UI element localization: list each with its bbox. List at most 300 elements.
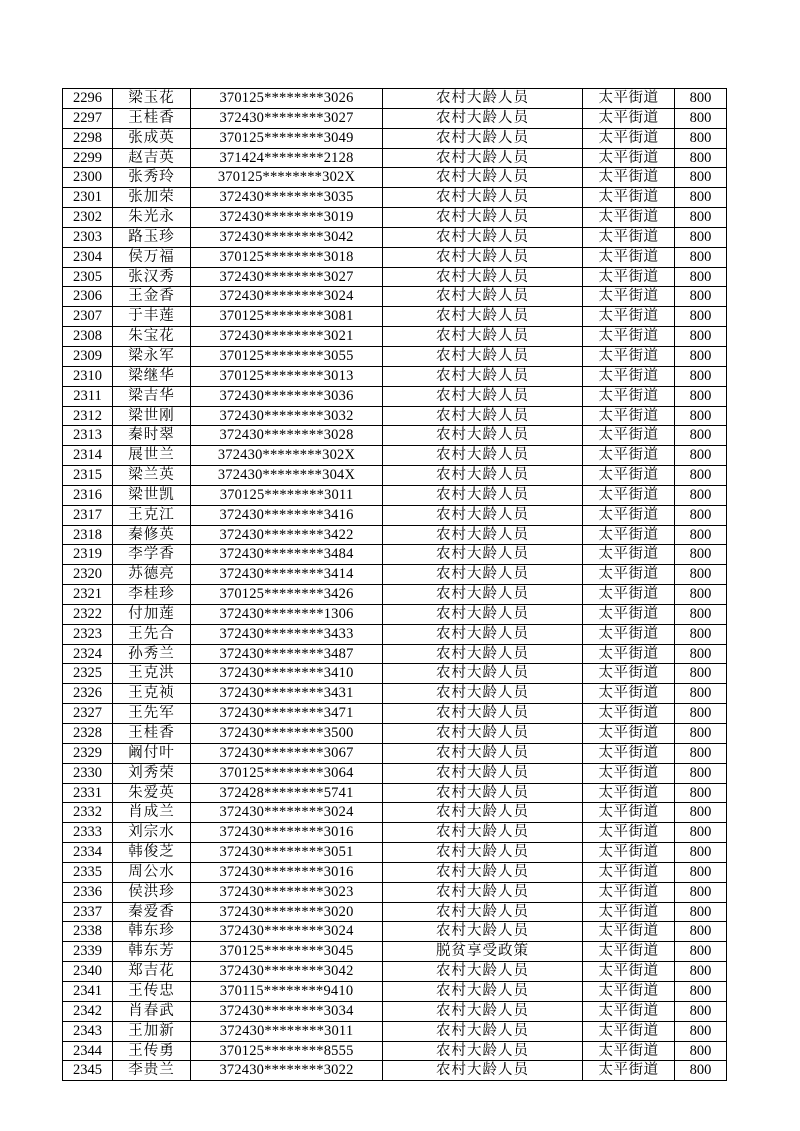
cell-sequence: 2302 — [63, 208, 113, 228]
cell-idcard: 370125********3055 — [191, 346, 383, 366]
cell-idcard: 370125********3049 — [191, 128, 383, 148]
table-row — [63, 1021, 727, 1041]
cell-sequence: 2322 — [63, 604, 113, 624]
cell-idcard: 372430********3027 — [191, 267, 383, 287]
cell-sequence: 2338 — [63, 922, 113, 942]
table-row — [63, 1001, 727, 1021]
cell-street: 太平街道 — [583, 843, 675, 863]
cell-idcard: 372430********3022 — [191, 1061, 383, 1081]
cell-sequence: 2333 — [63, 823, 113, 843]
cell-street: 太平街道 — [583, 168, 675, 188]
cell-name: 梁继华 — [113, 366, 191, 386]
cell-sequence: 2310 — [63, 366, 113, 386]
cell-sequence: 2323 — [63, 624, 113, 644]
cell-name: 梁世刚 — [113, 406, 191, 426]
cell-category: 农村大龄人员 — [383, 624, 583, 644]
cell-idcard: 370125********3045 — [191, 942, 383, 962]
table-row — [63, 386, 727, 406]
table-row — [63, 942, 727, 962]
table-row — [63, 843, 727, 863]
cell-idcard: 370125********3018 — [191, 247, 383, 267]
cell-amount: 800 — [675, 843, 727, 863]
cell-amount: 800 — [675, 525, 727, 545]
cell-sequence: 2299 — [63, 148, 113, 168]
cell-sequence: 2304 — [63, 247, 113, 267]
table-row — [63, 962, 727, 982]
cell-idcard: 372430********3028 — [191, 426, 383, 446]
table-row — [63, 247, 727, 267]
table-row — [63, 545, 727, 565]
cell-name: 王克江 — [113, 505, 191, 525]
cell-sequence: 2334 — [63, 843, 113, 863]
cell-sequence: 2332 — [63, 803, 113, 823]
cell-sequence: 2312 — [63, 406, 113, 426]
roster-table — [62, 88, 727, 1081]
table-row — [63, 227, 727, 247]
cell-street: 太平街道 — [583, 1041, 675, 1061]
cell-street: 太平街道 — [583, 823, 675, 843]
cell-category: 农村大龄人员 — [383, 1061, 583, 1081]
cell-idcard: 372430********3024 — [191, 287, 383, 307]
cell-amount: 800 — [675, 89, 727, 109]
cell-name: 王金香 — [113, 287, 191, 307]
cell-sequence: 2331 — [63, 783, 113, 803]
cell-street: 太平街道 — [583, 763, 675, 783]
table-row — [63, 307, 727, 327]
cell-amount: 800 — [675, 1041, 727, 1061]
cell-street: 太平街道 — [583, 227, 675, 247]
cell-idcard: 372430********3032 — [191, 406, 383, 426]
cell-category: 农村大龄人员 — [383, 247, 583, 267]
table-row — [63, 148, 727, 168]
cell-category: 农村大龄人员 — [383, 743, 583, 763]
cell-category: 农村大龄人员 — [383, 426, 583, 446]
table-row — [63, 565, 727, 585]
cell-idcard: 372430********3042 — [191, 962, 383, 982]
cell-idcard: 372430********3416 — [191, 505, 383, 525]
table-row — [63, 327, 727, 347]
cell-amount: 800 — [675, 485, 727, 505]
cell-amount: 800 — [675, 664, 727, 684]
cell-idcard: 372430********3414 — [191, 565, 383, 585]
cell-street: 太平街道 — [583, 981, 675, 1001]
cell-category: 农村大龄人员 — [383, 148, 583, 168]
cell-name: 张秀玲 — [113, 168, 191, 188]
cell-name: 张汉秀 — [113, 267, 191, 287]
cell-idcard: 372430********3023 — [191, 882, 383, 902]
cell-idcard: 372430********3016 — [191, 823, 383, 843]
cell-sequence: 2342 — [63, 1001, 113, 1021]
cell-name: 张成英 — [113, 128, 191, 148]
cell-street: 太平街道 — [583, 386, 675, 406]
cell-amount: 800 — [675, 962, 727, 982]
cell-category: 农村大龄人员 — [383, 208, 583, 228]
cell-amount: 800 — [675, 1061, 727, 1081]
table-row — [63, 1061, 727, 1081]
cell-street: 太平街道 — [583, 724, 675, 744]
cell-street: 太平街道 — [583, 704, 675, 724]
table-row — [63, 108, 727, 128]
table-row — [63, 208, 727, 228]
cell-name: 朱宝花 — [113, 327, 191, 347]
cell-street: 太平街道 — [583, 565, 675, 585]
cell-idcard: 372430********3067 — [191, 743, 383, 763]
cell-idcard: 372428********5741 — [191, 783, 383, 803]
cell-sequence: 2339 — [63, 942, 113, 962]
cell-name: 苏德亮 — [113, 565, 191, 585]
cell-street: 太平街道 — [583, 346, 675, 366]
cell-category: 农村大龄人员 — [383, 644, 583, 664]
table-row — [63, 446, 727, 466]
cell-category: 农村大龄人员 — [383, 922, 583, 942]
table-row — [63, 644, 727, 664]
table-row — [63, 466, 727, 486]
cell-name: 侯万福 — [113, 247, 191, 267]
table-row — [63, 505, 727, 525]
table-row — [63, 882, 727, 902]
cell-name: 肖春武 — [113, 1001, 191, 1021]
cell-idcard: 370125********3081 — [191, 307, 383, 327]
cell-idcard: 372430********3020 — [191, 902, 383, 922]
cell-category: 农村大龄人员 — [383, 902, 583, 922]
cell-category: 农村大龄人员 — [383, 704, 583, 724]
table-row — [63, 525, 727, 545]
cell-idcard: 370125********3026 — [191, 89, 383, 109]
cell-sequence: 2315 — [63, 466, 113, 486]
cell-name: 赵吉英 — [113, 148, 191, 168]
cell-street: 太平街道 — [583, 208, 675, 228]
cell-name: 付加莲 — [113, 604, 191, 624]
cell-name: 梁永军 — [113, 346, 191, 366]
cell-category: 农村大龄人员 — [383, 89, 583, 109]
cell-idcard: 372430********3422 — [191, 525, 383, 545]
cell-category: 农村大龄人员 — [383, 664, 583, 684]
cell-name: 王克洪 — [113, 664, 191, 684]
cell-street: 太平街道 — [583, 485, 675, 505]
cell-category: 农村大龄人员 — [383, 565, 583, 585]
cell-category: 农村大龄人员 — [383, 981, 583, 1001]
table-row — [63, 724, 727, 744]
cell-sequence: 2297 — [63, 108, 113, 128]
cell-name: 秦爱香 — [113, 902, 191, 922]
cell-amount: 800 — [675, 287, 727, 307]
cell-street: 太平街道 — [583, 128, 675, 148]
cell-amount: 800 — [675, 803, 727, 823]
cell-name: 李学香 — [113, 545, 191, 565]
cell-street: 太平街道 — [583, 247, 675, 267]
cell-category: 农村大龄人员 — [383, 287, 583, 307]
cell-name: 王传忠 — [113, 981, 191, 1001]
table-row — [63, 485, 727, 505]
cell-street: 太平街道 — [583, 942, 675, 962]
cell-street: 太平街道 — [583, 783, 675, 803]
cell-name: 王桂香 — [113, 108, 191, 128]
cell-amount: 800 — [675, 604, 727, 624]
cell-category: 农村大龄人员 — [383, 862, 583, 882]
cell-idcard: 372430********3016 — [191, 862, 383, 882]
cell-name: 王克祯 — [113, 684, 191, 704]
cell-amount: 800 — [675, 823, 727, 843]
cell-name: 李桂珍 — [113, 585, 191, 605]
cell-idcard: 372430********3036 — [191, 386, 383, 406]
cell-idcard: 372430********3027 — [191, 108, 383, 128]
cell-category: 农村大龄人员 — [383, 604, 583, 624]
table-row — [63, 346, 727, 366]
cell-sequence: 2328 — [63, 724, 113, 744]
cell-category: 农村大龄人员 — [383, 1041, 583, 1061]
cell-amount: 800 — [675, 644, 727, 664]
roster-table-body — [63, 89, 727, 1081]
cell-idcard: 372430********3024 — [191, 803, 383, 823]
cell-category: 农村大龄人员 — [383, 386, 583, 406]
cell-name: 刘宗水 — [113, 823, 191, 843]
cell-category: 农村大龄人员 — [383, 882, 583, 902]
cell-street: 太平街道 — [583, 604, 675, 624]
cell-category: 农村大龄人员 — [383, 227, 583, 247]
table-row — [63, 664, 727, 684]
table-row — [63, 922, 727, 942]
cell-amount: 800 — [675, 128, 727, 148]
cell-street: 太平街道 — [583, 287, 675, 307]
cell-amount: 800 — [675, 188, 727, 208]
cell-amount: 800 — [675, 724, 727, 744]
cell-name: 梁世凯 — [113, 485, 191, 505]
cell-street: 太平街道 — [583, 862, 675, 882]
cell-amount: 800 — [675, 406, 727, 426]
cell-amount: 800 — [675, 307, 727, 327]
cell-amount: 800 — [675, 783, 727, 803]
cell-category: 脱贫享受政策 — [383, 942, 583, 962]
cell-name: 肖成兰 — [113, 803, 191, 823]
table-row — [63, 823, 727, 843]
cell-idcard: 370125********3426 — [191, 585, 383, 605]
cell-street: 太平街道 — [583, 803, 675, 823]
cell-idcard: 372430********304X — [191, 466, 383, 486]
cell-name: 韩东芳 — [113, 942, 191, 962]
cell-street: 太平街道 — [583, 89, 675, 109]
cell-idcard: 370125********302X — [191, 168, 383, 188]
cell-idcard: 370125********3013 — [191, 366, 383, 386]
cell-name: 梁玉花 — [113, 89, 191, 109]
cell-amount: 800 — [675, 366, 727, 386]
cell-category: 农村大龄人员 — [383, 346, 583, 366]
cell-name: 韩东珍 — [113, 922, 191, 942]
cell-street: 太平街道 — [583, 644, 675, 664]
cell-street: 太平街道 — [583, 922, 675, 942]
table-row — [63, 267, 727, 287]
cell-sequence: 2316 — [63, 485, 113, 505]
cell-street: 太平街道 — [583, 1021, 675, 1041]
cell-sequence: 2307 — [63, 307, 113, 327]
cell-sequence: 2301 — [63, 188, 113, 208]
cell-category: 农村大龄人员 — [383, 108, 583, 128]
table-row — [63, 128, 727, 148]
cell-idcard: 372430********3011 — [191, 1021, 383, 1041]
cell-category: 农村大龄人员 — [383, 1001, 583, 1021]
cell-category: 农村大龄人员 — [383, 505, 583, 525]
cell-category: 农村大龄人员 — [383, 724, 583, 744]
cell-name: 朱爱英 — [113, 783, 191, 803]
cell-amount: 800 — [675, 624, 727, 644]
cell-category: 农村大龄人员 — [383, 962, 583, 982]
cell-name: 王桂香 — [113, 724, 191, 744]
table-row — [63, 862, 727, 882]
cell-street: 太平街道 — [583, 545, 675, 565]
cell-amount: 800 — [675, 981, 727, 1001]
cell-street: 太平街道 — [583, 962, 675, 982]
cell-idcard: 372430********1306 — [191, 604, 383, 624]
table-row — [63, 743, 727, 763]
cell-category: 农村大龄人员 — [383, 327, 583, 347]
cell-category: 农村大龄人员 — [383, 188, 583, 208]
cell-name: 王加新 — [113, 1021, 191, 1041]
cell-name: 路玉珍 — [113, 227, 191, 247]
cell-category: 农村大龄人员 — [383, 307, 583, 327]
cell-street: 太平街道 — [583, 267, 675, 287]
cell-sequence: 2317 — [63, 505, 113, 525]
cell-idcard: 372430********3433 — [191, 624, 383, 644]
cell-sequence: 2298 — [63, 128, 113, 148]
cell-sequence: 2320 — [63, 565, 113, 585]
table-row — [63, 287, 727, 307]
cell-amount: 800 — [675, 466, 727, 486]
cell-street: 太平街道 — [583, 466, 675, 486]
cell-category: 农村大龄人员 — [383, 446, 583, 466]
cell-name: 王传勇 — [113, 1041, 191, 1061]
cell-name: 秦时翠 — [113, 426, 191, 446]
cell-street: 太平街道 — [583, 406, 675, 426]
cell-category: 农村大龄人员 — [383, 168, 583, 188]
cell-idcard: 372430********3431 — [191, 684, 383, 704]
cell-idcard: 372430********3051 — [191, 843, 383, 863]
cell-category: 农村大龄人员 — [383, 783, 583, 803]
cell-idcard: 372430********3487 — [191, 644, 383, 664]
cell-amount: 800 — [675, 922, 727, 942]
cell-amount: 800 — [675, 327, 727, 347]
cell-sequence: 2321 — [63, 585, 113, 605]
cell-category: 农村大龄人员 — [383, 525, 583, 545]
cell-street: 太平街道 — [583, 446, 675, 466]
cell-sequence: 2306 — [63, 287, 113, 307]
cell-sequence: 2341 — [63, 981, 113, 1001]
cell-category: 农村大龄人员 — [383, 466, 583, 486]
cell-category: 农村大龄人员 — [383, 406, 583, 426]
table-row — [63, 188, 727, 208]
cell-sequence: 2325 — [63, 664, 113, 684]
cell-name: 刘秀荣 — [113, 763, 191, 783]
cell-idcard: 372430********3024 — [191, 922, 383, 942]
table-row — [63, 981, 727, 1001]
cell-sequence: 2336 — [63, 882, 113, 902]
cell-street: 太平街道 — [583, 525, 675, 545]
cell-amount: 800 — [675, 208, 727, 228]
table-row — [63, 783, 727, 803]
cell-idcard: 372430********3019 — [191, 208, 383, 228]
cell-idcard: 370115********9410 — [191, 981, 383, 1001]
cell-name: 梁吉华 — [113, 386, 191, 406]
cell-amount: 800 — [675, 346, 727, 366]
cell-name: 郑吉花 — [113, 962, 191, 982]
cell-idcard: 372430********3484 — [191, 545, 383, 565]
cell-idcard: 372430********3410 — [191, 664, 383, 684]
cell-amount: 800 — [675, 148, 727, 168]
cell-street: 太平街道 — [583, 743, 675, 763]
cell-street: 太平街道 — [583, 664, 675, 684]
cell-amount: 800 — [675, 862, 727, 882]
cell-street: 太平街道 — [583, 1001, 675, 1021]
cell-sequence: 2324 — [63, 644, 113, 664]
cell-amount: 800 — [675, 386, 727, 406]
roster-table-container — [62, 88, 726, 1081]
cell-street: 太平街道 — [583, 585, 675, 605]
cell-amount: 800 — [675, 505, 727, 525]
cell-name: 周公水 — [113, 862, 191, 882]
cell-amount: 800 — [675, 545, 727, 565]
cell-name: 韩俊芝 — [113, 843, 191, 863]
cell-category: 农村大龄人员 — [383, 366, 583, 386]
cell-sequence: 2344 — [63, 1041, 113, 1061]
cell-category: 农村大龄人员 — [383, 843, 583, 863]
cell-street: 太平街道 — [583, 307, 675, 327]
cell-name: 梁兰英 — [113, 466, 191, 486]
cell-sequence: 2340 — [63, 962, 113, 982]
cell-amount: 800 — [675, 684, 727, 704]
cell-sequence: 2343 — [63, 1021, 113, 1041]
cell-amount: 800 — [675, 902, 727, 922]
cell-name: 李贵兰 — [113, 1061, 191, 1081]
cell-street: 太平街道 — [583, 188, 675, 208]
cell-idcard: 370125********3064 — [191, 763, 383, 783]
table-row — [63, 803, 727, 823]
cell-name: 朱光永 — [113, 208, 191, 228]
cell-amount: 800 — [675, 1001, 727, 1021]
cell-sequence: 2327 — [63, 704, 113, 724]
cell-street: 太平街道 — [583, 1061, 675, 1081]
cell-sequence: 2319 — [63, 545, 113, 565]
table-row — [63, 624, 727, 644]
cell-amount: 800 — [675, 247, 727, 267]
cell-category: 农村大龄人员 — [383, 823, 583, 843]
cell-category: 农村大龄人员 — [383, 1021, 583, 1041]
cell-amount: 800 — [675, 108, 727, 128]
cell-street: 太平街道 — [583, 366, 675, 386]
cell-amount: 800 — [675, 704, 727, 724]
cell-amount: 800 — [675, 565, 727, 585]
cell-idcard: 372430********3034 — [191, 1001, 383, 1021]
cell-name: 侯洪珍 — [113, 882, 191, 902]
cell-name: 张加荣 — [113, 188, 191, 208]
table-row — [63, 763, 727, 783]
cell-category: 农村大龄人员 — [383, 128, 583, 148]
cell-name: 孙秀兰 — [113, 644, 191, 664]
table-row — [63, 585, 727, 605]
cell-category: 农村大龄人员 — [383, 485, 583, 505]
cell-amount: 800 — [675, 446, 727, 466]
cell-street: 太平街道 — [583, 148, 675, 168]
cell-sequence: 2318 — [63, 525, 113, 545]
cell-amount: 800 — [675, 743, 727, 763]
table-row — [63, 426, 727, 446]
cell-amount: 800 — [675, 168, 727, 188]
table-row — [63, 604, 727, 624]
cell-sequence: 2337 — [63, 902, 113, 922]
cell-amount: 800 — [675, 585, 727, 605]
cell-name: 王先合 — [113, 624, 191, 644]
cell-category: 农村大龄人员 — [383, 684, 583, 704]
cell-amount: 800 — [675, 426, 727, 446]
table-row — [63, 366, 727, 386]
cell-sequence: 2300 — [63, 168, 113, 188]
